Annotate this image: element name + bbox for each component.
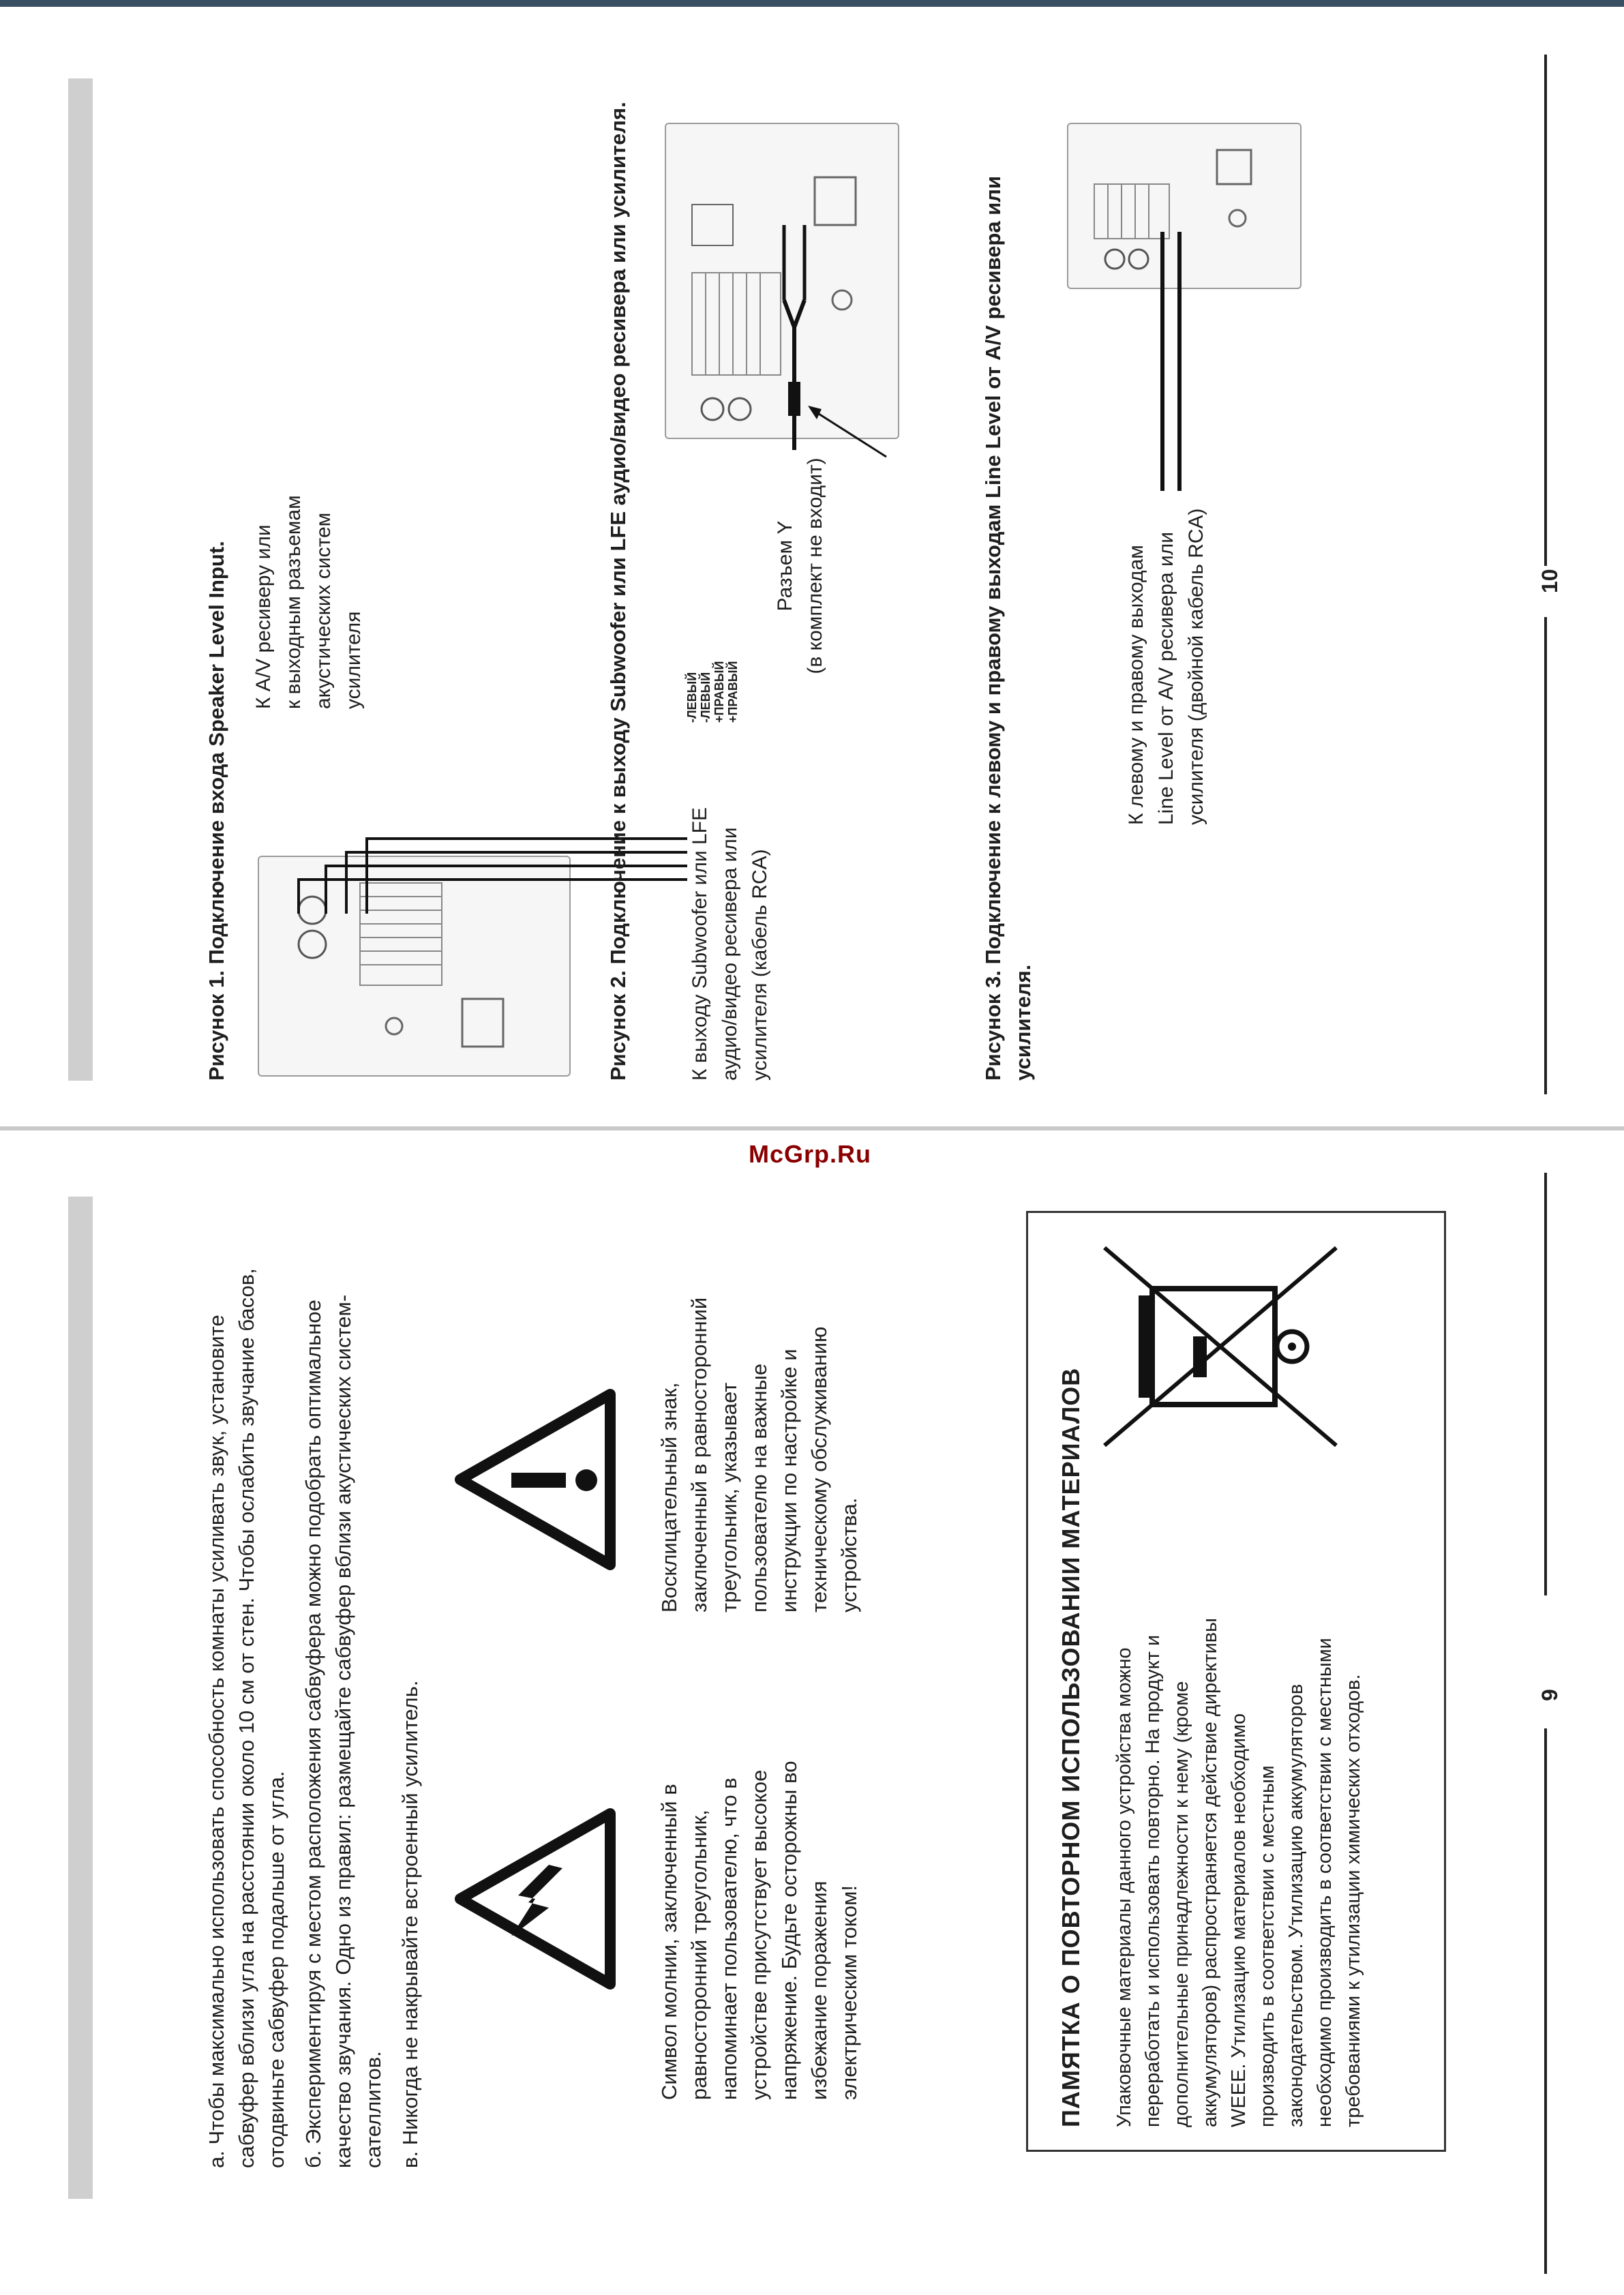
figure3-dual-rca-cable <box>1152 232 1193 491</box>
label-line: Разъем Y <box>774 520 796 612</box>
page10-footer-line-left <box>1544 55 1547 566</box>
label-line: К A/V ресиверу или <box>252 524 275 709</box>
page-fold <box>0 1126 1624 1130</box>
label-line: усилителя (кабель RCA) <box>749 849 771 1081</box>
wire-label: +ПРАВЫЙ <box>712 661 726 723</box>
label-line: аудио/видео ресивера или <box>719 827 741 1081</box>
exclamation-warning-icon <box>447 1381 624 1578</box>
exclamation-caption: Восклицательный знак, заключенный в равносторонний треугольник, указывает пользователю на важные инструкции по настройке и техническому обслуживанию устройства. <box>657 1297 861 1612</box>
paragraph-c: в. Никогда не накрывайте встроенный усилитель. <box>398 1680 422 2168</box>
page10-number: 10 <box>1537 569 1562 593</box>
figure3-connection-label <box>1122 443 1212 825</box>
page9-number: 9 <box>1537 1689 1562 1701</box>
label-line: К выходу Subwoofer или LFE <box>689 807 711 1081</box>
figure2-connection-label <box>685 699 775 1081</box>
figure2-rca-y-cable <box>750 225 900 470</box>
page10-footer-line-right <box>1544 617 1547 1094</box>
figure2-y-connector-label <box>770 436 830 695</box>
paragraph-b: б. Экспериментируя с местом расположения сабвуфера можно подобрать оптимальное качество звучания. Одно из правил: размещайте сабвуфер вблизи акустических систем-сателлитов. <box>301 1294 385 2168</box>
wire-label: -ЛЕВЫЙ <box>685 672 699 723</box>
lightning-caption: Символ молнии, заключенный в равносторонний треугольник, напоминает пользователю, что в устройстве присутствует высокое напряжение. Будьте осторожны во избежание поражения электрическим током! <box>657 1760 861 2100</box>
crossed-bin-icon <box>1091 1234 1350 1459</box>
wire-label: -ЛЕВЫЙ <box>699 672 712 723</box>
label-line: К левому и правому выходам <box>1125 545 1147 825</box>
page10-header-bar <box>68 78 93 1081</box>
page9-footer-line-left <box>1544 1173 1547 1595</box>
page9-text-block <box>202 1220 432 2168</box>
figure2-title: Рисунок 2. Подключение к выходу Subwoofer или LFE аудио/видео ресивера или усилителя. <box>606 102 630 1081</box>
page9-footer-line-right <box>1544 1728 1547 2274</box>
label-line: к выходным разъемам <box>282 495 305 709</box>
figure1-title: Рисунок 1. Подключение входа Speaker Level Input. <box>205 541 228 1081</box>
label-line: (в комплект не входит) <box>804 457 826 674</box>
page9-header-bar <box>68 1197 93 2199</box>
recycling-notice-text: Упаковочные материалы данного устройства можно переработать и использовать повторно. На продукт и дополнительные принадлежности к нему (кроме аккумуляторов) распространяется действие директивы WEEE. Утилизацию материалов необходимо производить в соответствии с местным законодательством. Утилизацию аккумуляторов необходимо производить в соответствии с местными требованиями к утилизации химических отходов. <box>1113 1617 1364 2127</box>
recycling-notice-title: ПАМЯТКА О ПОВТОРНОМ ИСПОЛЬЗОВАНИИ МАТЕРИАЛОВ <box>1057 1367 1085 2127</box>
wire-label: +ПРАВЫЙ <box>726 661 740 723</box>
figure1-connection-label <box>249 327 369 709</box>
lightning-warning-icon <box>447 1800 624 1998</box>
top-edge-line <box>0 0 1624 7</box>
label-line: Line Level от A/V ресивера или <box>1155 531 1177 825</box>
paragraph-a: а. Чтобы максимально использовать способность комнаты усиливать звук, установите сабвуфер вблизи угла на расстоянии около 10 см от стен. Чтобы ослабить звучание басов, отодвиньте сабвуфер подальше от угла. <box>205 1268 288 2168</box>
label-line: усилителя <box>342 611 365 709</box>
label-line: акустических систем <box>312 512 335 709</box>
label-line: усилителя (двойной кабель RCA) <box>1185 508 1207 825</box>
watermark: McGrp.Ru <box>749 1140 872 1168</box>
figure3-title: Рисунок 3. Подключение к левому и правому выходам Line Level от A/V ресивера или усилителя. <box>981 175 1035 1081</box>
